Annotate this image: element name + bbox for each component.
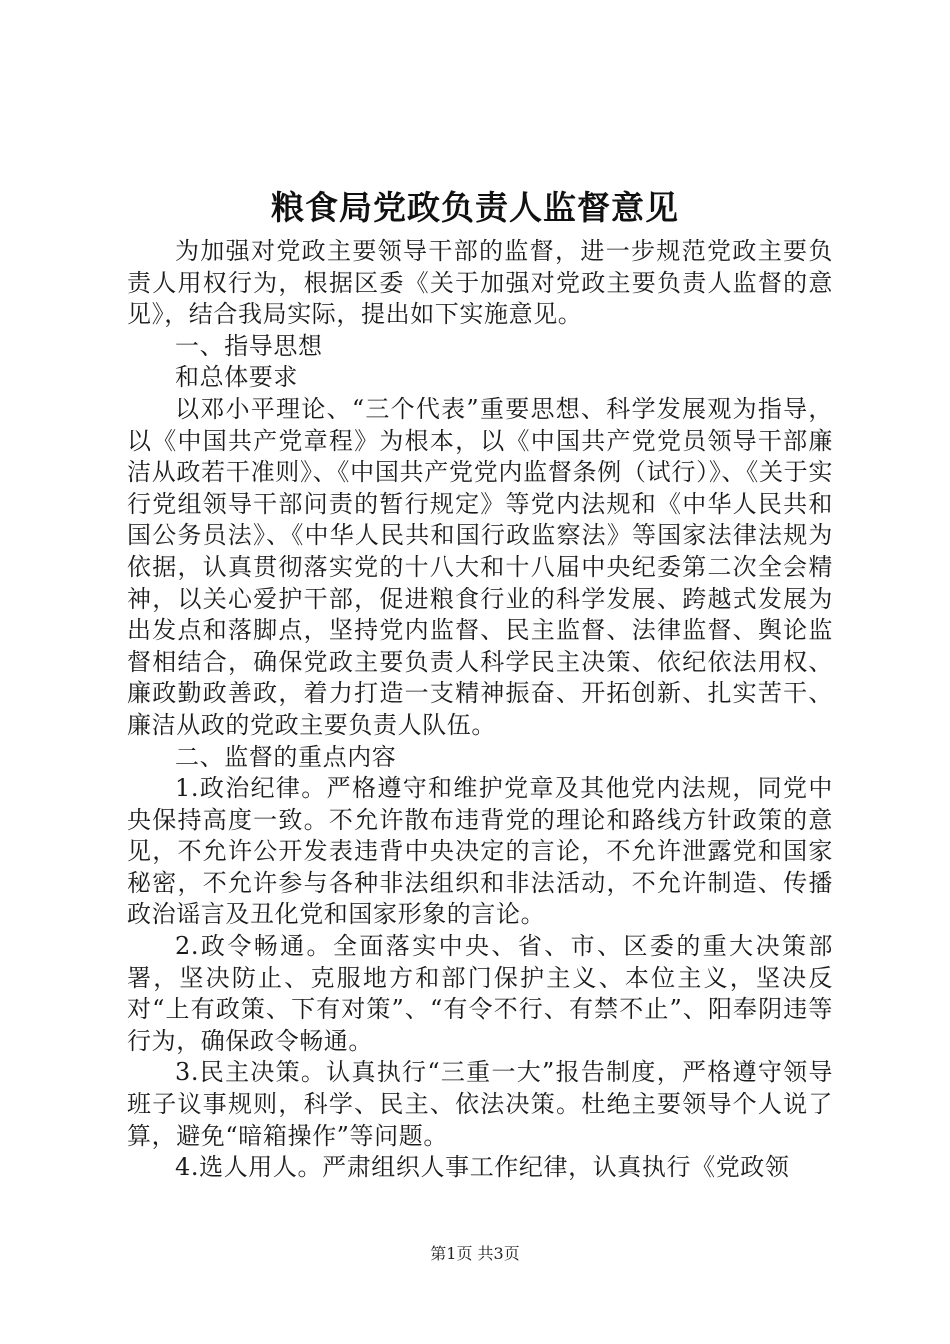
list-item-democratic-decision: 3.民主决策。认真执行“三重一大”报告制度，严格遵守领导班子议事规则，科学、民主、依法决策。杜绝主要领导个人说了算，避免“暗箱操作”等问题。	[127, 1058, 833, 1150]
intro-paragraph: 为加强对党政主要领导干部的监督，进一步规范党政主要负责人用权行为，根据区委《关于加强对党政主要负责人监督的意见》，结合我局实际，提出如下实施意见。	[127, 237, 833, 329]
list-item-political-discipline: 1.政治纪律。严格遵守和维护党章及其他党内法规，同党中央保持高度一致。不允许散布违背党的理论和路线方针政策的意见，不允许公开发表违背中央决定的言论，不允许泄露党和国家秘密，不允许参与各种非法组织和非法活动，不允许制造、传播政治谣言及丑化党和国家形象的言论。	[127, 774, 833, 929]
page-footer: 第1页 共3页	[430, 1244, 520, 1263]
document-body	[127, 236, 833, 1184]
document-title: 粮食局党政负责人监督意见	[271, 188, 679, 227]
list-item-personnel-selection: 4.选人用人。严肃组织人事工作纪律，认真执行《党政领	[175, 1153, 790, 1182]
section-heading-guiding-thought: 一、指导思想	[175, 331, 323, 360]
section-heading-general-requirements: 和总体要求	[175, 363, 298, 392]
list-item-smooth-orders: 2.政令畅通。全面落实中央、省、市、区委的重大决策部署，坚决防止、克服地方和部门保护主义、本位主义，坚决反对“上有政策、下有对策”、“有令不行、有禁不止”、阳奉阴违等行为，确保政令畅通。	[127, 932, 833, 1055]
section1-paragraph: 以邓小平理论、“三个代表”重要思想、科学发展观为指导，以《中国共产党章程》为根本，以《中国共产党党员领导干部廉洁从政若干准则》、《中国共产党党内监督条例（试行）》、《关于实行党组领导干部问责的暂行规定》等党内法规和《中华人民共和国公务员法》、《中华人民共和国行政监察法》等国家法律法规为依据，认真贯彻落实党的十八大和十八届中央纪委第二次全会精神，以关心爱护干部，促进粮食行业的科学发展、跨越式发展为出发点和落脚点，坚持党内监督、民主监督、法律监督、舆论监督相结合，确保党政主要负责人科学民主决策、依纪依法用权、廉政勤政善政，着力打造一支精神振奋、开拓创新、扎实苦干、廉洁从政的党政主要负责人队伍。	[127, 394, 833, 739]
section-heading-supervision-focus: 二、监督的重点内容	[175, 742, 397, 771]
